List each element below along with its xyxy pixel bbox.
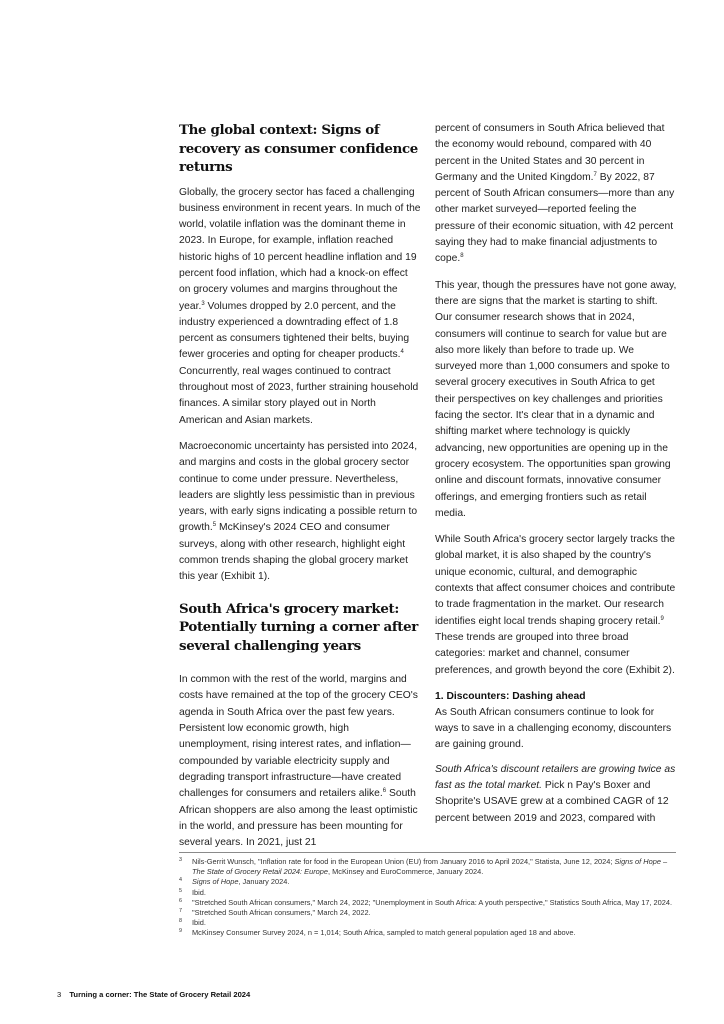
paragraph-market-shift: This year, though the pressures have not gone away, there are signs that the market is starting to shift. Our consumer research shows that in 2024, consumers will continue to search for value but are also more likely than before to trade up. We surveyed more than 1,000 consumers and spoke to several grocery executives in South Africa to get their perspectives on key challenges and priorities facing the sector. It's clear that in a dynamic and shifting market where technology is quickly advancing, new opportunities are opening up in the grocery ecosystem. The opportunities span growing online and discount formats, innovative consumer offerings, and emerging frontiers such as retail media. [435, 279, 677, 519]
footnote-ref[interactable]: 7 [593, 171, 597, 178]
footnote-ref[interactable]: 8 [460, 253, 464, 260]
paragraph-consumer-outlook: percent of consumers in South Africa believed that the economy would rebound, compared with 40 percent in the United States and 30 percent in Germany and the United Kingdom.$^7$ By 2022, 87 percent of South African consumers—more than any other market surveyed—reported feeling the pressure of their economic situation, with 42 percent saying they had to make financial adjustments to cope.$^8$ [435, 123, 675, 265]
right-column [435, 121, 677, 827]
section-heading-global-context: The global context: Signs of recovery as consumer confidence returns [179, 122, 418, 175]
footnote-item: 3 Nils-Gerrit Wunsch, "Inflation rate for food in the European Union (EU) from January 2016 to April 2024," Statista, June 12, 2024; Signs of Hope – The State of Grocery Retail 2024: Europe, McKinsey and EuroCommerce, January 2024. [179, 857, 668, 877]
footnote-ref[interactable]: 9 [660, 615, 664, 622]
footnotes [179, 857, 676, 939]
report-title: Turning a corner: The State of Grocery Retail 2024 [69, 990, 251, 999]
page-number: 3 [57, 990, 62, 999]
footnote-item: 6 "Stretched South African consumers," March 24, 2022; "Unemployment in South Africa: A youth perspective," Statistics South Africa, May 17, 2024. [179, 897, 673, 907]
paragraph-south-africa-costs: In common with the rest of the world, margins and costs have remained at the top of the grocery CEO's agenda in South Africa over the past few years. Persistent low economic growth, high unemployment, rising interest rates, and inflation—compounded by variable electricity supply and degrading transport infrastructure—have created challenges for consumers and retailers alike.$^6$ South African shoppers are also among the least optimistic in the world, and pressure has been mounting for several years. In 2021, just 21 [179, 674, 418, 849]
footnote-divider [179, 852, 676, 853]
footnote-ref[interactable]: 5 [212, 522, 217, 529]
footnote-item: 5 Ibid. [179, 887, 206, 897]
footnote-item: 8 Ibid. [179, 918, 206, 928]
page-footer [57, 990, 250, 999]
left-column [179, 121, 421, 851]
footnote-item: 4 Signs of Hope, January 2024. [179, 877, 290, 887]
paragraph-discounters-intro: As South African consumers continue to look for ways to save in a challenging economy, discounters are gaining ground. [435, 706, 672, 751]
footnote-ref[interactable]: 3 [201, 300, 205, 307]
paragraph-local-trends: While South Africa's grocery sector largely tracks the global market, it is also shaped by the country's unique economic, cultural, and demographic contexts that affect consumer choices and contribute to trade fragmentation in the market. Our research identifies eight local trends shaping grocery retail.$^9$ These trends are grouped into three broad categories: market and channel, consumer preferences, and growth beyond the core (Exhibit 2). [435, 534, 676, 676]
footnote-ref[interactable]: 4 [400, 349, 404, 356]
paragraph-discount-growth: South Africa's discount retailers are growing twice as fast as the total market. Pick n Pay's Boxer and Shoprite's USAVE grew at a combined CAGR of 12 percent between 2019 and 2023, compared with [435, 763, 676, 824]
subheading-discounters: 1. Discounters: Dashing ahead [435, 690, 586, 702]
footnote-ref[interactable]: 6 [382, 788, 387, 795]
section-heading-south-africa: South Africa's grocery market: Potentially turning a corner after several challenging years [179, 600, 418, 654]
paragraph-global-grocery: Globally, the grocery sector has faced a challenging business environment in recent years. In much of the world, volatile inflation was the dominant theme in 2023. In Europe, for example, inflation reached historic highs of 10 percent headline inflation and 19 percent food inflation, which had a knock-on effect on grocery volumes and margins throughout the year.$^3$ Volumes dropped by 2.0 percent, and the industry experienced a downtrading effect of 1.8 percent as consumers tightened their belts, buying fewer groceries and opting for cheaper products.$^4$ Concurrently, real wages continued to contract throughout most of 2023, further straining household finances. A similar story played out in North American and Asian markets. [179, 186, 421, 426]
footnote-item: 9 McKinsey Consumer Survey 2024, n = 1,014; South Africa, sampled to match general population aged 18 and above. [179, 928, 576, 938]
paragraph-macro-uncertainty: Macroeconomic uncertainty has persisted into 2024, and margins and costs in the global grocery sector continue to come under pressure. Nevertheless, leaders are slightly less pessimistic than in previous years, with early signs indicating a possible return to growth.$^5$ McKinsey's 2024 CEO and consumer surveys, along with other research, highlight eight common trends shaping the global grocery market this year (Exhibit 1). [179, 440, 418, 583]
footnote-item: 7 "Stretched South African consumers," March 24, 2022. [179, 908, 371, 918]
